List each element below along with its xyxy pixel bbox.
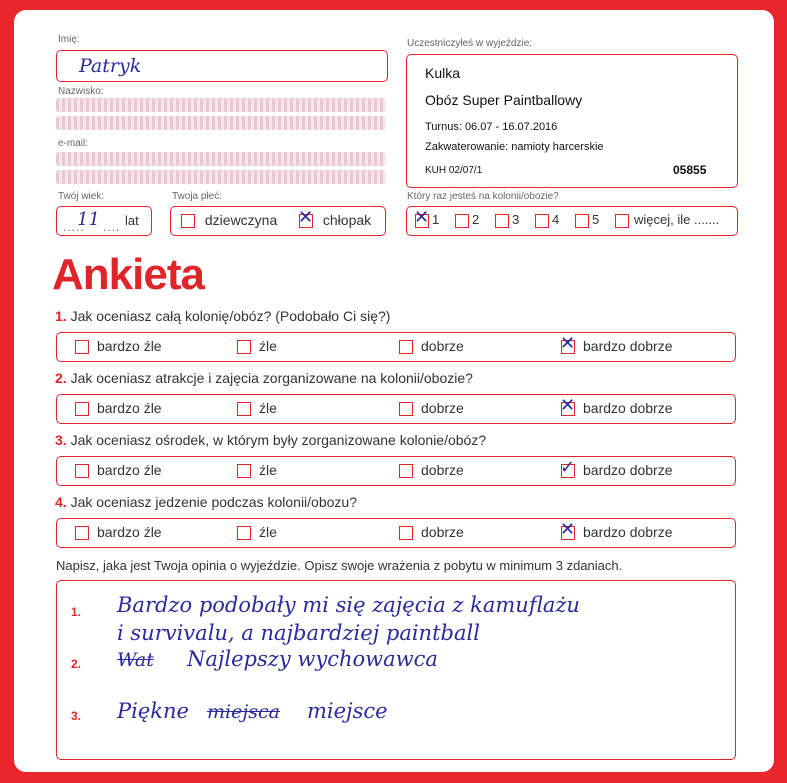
checkbox[interactable] [399, 464, 413, 478]
gender-label: Twoja płeć: [172, 191, 223, 202]
checkbox-girl[interactable] [181, 214, 195, 228]
times-option-5[interactable]: 5 [575, 212, 599, 228]
times-option-3[interactable]: 3 [495, 212, 519, 228]
answer-row-4 [56, 518, 736, 548]
question-1: 1. Jak oceniasz całą kolonię/obóz? (Podobało Ci się?) [55, 308, 391, 324]
checkbox-2[interactable] [455, 214, 469, 228]
trip-accommodation: Zakwaterowanie: namioty harcerskie [425, 141, 604, 153]
email-label: e-mail: [58, 138, 89, 149]
trip-box [406, 54, 738, 188]
checkbox[interactable] [75, 402, 89, 416]
email-redacted [56, 152, 386, 166]
question-2: 2. Jak oceniasz atrakcje i zajęcia zorganizowane na kolonii/obozie? [55, 370, 473, 386]
checkbox-checked[interactable] [560, 457, 576, 479]
gender-option-boy[interactable]: ✕ chłopak [298, 207, 372, 229]
times-option-1[interactable]: ✕ 1 [414, 206, 440, 228]
option-bardzo-dobrze[interactable]: ✕ bardzo dobrze [560, 519, 673, 541]
check-mark: ✕ [560, 519, 576, 541]
checkbox[interactable] [237, 402, 251, 416]
checkbox-1[interactable] [414, 206, 430, 228]
times-option-more[interactable]: więcej, ile ....... [615, 212, 719, 228]
age-field[interactable]: ..... 11 .... lat [56, 206, 152, 236]
surname-label: Nazwisko: [58, 86, 104, 97]
times-option-4[interactable]: 4 [535, 212, 559, 228]
checkbox[interactable] [75, 464, 89, 478]
trip-turnus: Turnus: 06.07 - 16.07.2016 [425, 121, 558, 133]
name-label: Imię: [58, 34, 80, 45]
checkbox-checked[interactable] [560, 395, 576, 417]
option-bardzo-dobrze[interactable]: ✕ bardzo dobrze [560, 333, 673, 355]
age-label: Twój wiek: [58, 191, 105, 202]
checkbox-3[interactable] [495, 214, 509, 228]
checkbox[interactable] [399, 340, 413, 354]
times-label: Który raz jesteś na kolonii/obozie? [407, 191, 559, 202]
times-field [406, 206, 738, 236]
option-dobrze[interactable]: dobrze [399, 462, 464, 478]
trip-code: KUH 02/07/1 [425, 165, 483, 176]
check-mark: ✕ [298, 207, 314, 229]
option-bardzo-dobrze[interactable]: ✕ bardzo dobrze [560, 395, 673, 417]
checkbox[interactable] [237, 526, 251, 540]
gender-option-girl[interactable]: dziewczyna [181, 212, 277, 228]
opinion-line-1: Bardzo podobały mi się zajęcia z kamuflażu [117, 593, 580, 617]
age-unit: lat [125, 213, 139, 228]
option-bardzo-zle[interactable]: bardzo źle [75, 338, 162, 354]
checkbox[interactable] [399, 402, 413, 416]
opinion-line-3-crossed: miejsca [207, 701, 280, 723]
surname-redacted [56, 98, 386, 112]
checkbox[interactable] [237, 464, 251, 478]
option-bardzo-zle[interactable]: bardzo źle [75, 400, 162, 416]
page-title: Ankieta [52, 250, 204, 299]
question-3: 3. Jak oceniasz ośrodek, w którym były zorganizowane kolonie/obóz? [55, 432, 487, 448]
answer-row-3 [56, 456, 736, 486]
option-bardzo-zle[interactable]: bardzo źle [75, 524, 162, 540]
name-value: Patryk [79, 55, 142, 77]
opinion-line-3-after: miejsce [307, 699, 388, 723]
answer-row-2 [56, 394, 736, 424]
option-dobrze[interactable]: dobrze [399, 400, 464, 416]
checkbox-4[interactable] [535, 214, 549, 228]
checkbox-checked[interactable] [560, 333, 576, 355]
trip-label: Uczestniczyłeś w wyjeździe: [407, 38, 533, 49]
option-zle[interactable]: źle [237, 338, 277, 354]
name-field[interactable] [56, 50, 388, 82]
question-4: 4. Jak oceniasz jedzenie podczas kolonii/obozu? [55, 494, 357, 510]
age-value: 11 [77, 209, 100, 230]
checkbox-boy[interactable] [298, 207, 314, 229]
checkbox-more[interactable] [615, 214, 629, 228]
checkbox-5[interactable] [575, 214, 589, 228]
option-bardzo-zle[interactable]: bardzo źle [75, 462, 162, 478]
gender-field [170, 206, 386, 236]
trip-camp: Obóz Super Paintballowy [425, 92, 583, 108]
opinion-textarea[interactable]: 1. Bardzo podobały mi się zajęcia z kamuflażu i survivalu, a najbardziej paintball 2. Wat Najlepszy wychowawca 3. Piękne miejsca miejsce [56, 580, 736, 760]
survey-sheet [14, 10, 774, 772]
option-bardzo-dobrze[interactable]: ✓ bardzo dobrze [560, 457, 673, 479]
option-zle[interactable]: źle [237, 400, 277, 416]
check-mark: ✓ [560, 457, 576, 479]
check-mark: ✕ [414, 206, 430, 228]
checkbox[interactable] [75, 526, 89, 540]
opinion-line-2-crossed: Wat [117, 649, 154, 671]
opinion-line-3: Piękne [117, 699, 189, 723]
opinion-line-2: Najlepszy wychowawca [187, 647, 438, 671]
trip-number: 05855 [673, 163, 707, 177]
opinion-line-1-cont: i survivalu, a najbardziej paintball [117, 621, 480, 645]
checkbox[interactable] [75, 340, 89, 354]
check-mark: ✕ [560, 333, 576, 355]
option-dobrze[interactable]: dobrze [399, 524, 464, 540]
checkbox-checked[interactable] [560, 519, 576, 541]
check-mark: ✕ [560, 395, 576, 417]
option-dobrze[interactable]: dobrze [399, 338, 464, 354]
email-redacted-2 [56, 170, 386, 184]
answer-row-1 [56, 332, 736, 362]
trip-name: Kulka [425, 65, 461, 81]
option-zle[interactable]: źle [237, 524, 277, 540]
checkbox[interactable] [237, 340, 251, 354]
opinion-prompt: Napisz, jaka jest Twoja opinia o wyjeździe. Opisz swoje wrażenia z pobytu w minimum 3 zdaniach. [56, 558, 623, 573]
times-option-2[interactable]: 2 [455, 212, 479, 228]
option-zle[interactable]: źle [237, 462, 277, 478]
checkbox[interactable] [399, 526, 413, 540]
surname-redacted-2 [56, 116, 386, 130]
